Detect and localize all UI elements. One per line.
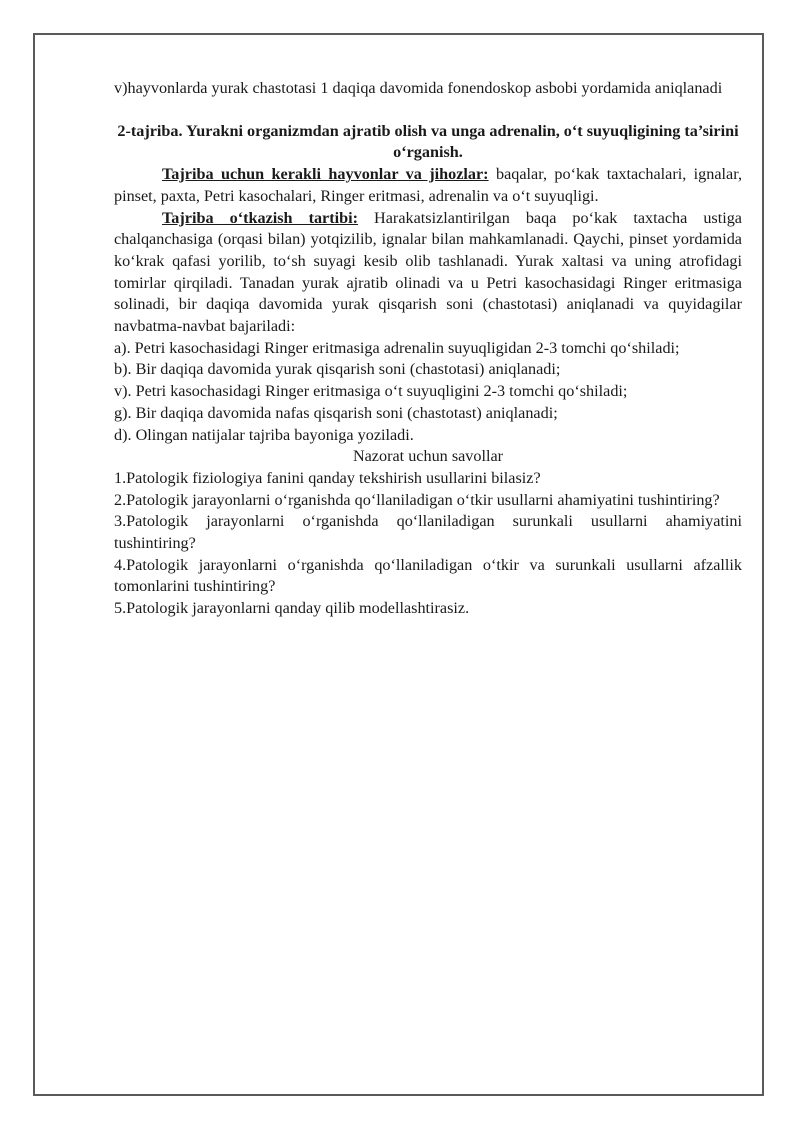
materials-text: baqalar, po‘kak taxtachalari, ignalar, pinset, paxta, Petri kasochalari, Ringer eritmasi, adrenalin va o‘t suyuqligi.	[114, 165, 742, 205]
question-3: 3.Patologik jarayonlarni o‘rganishda qo‘llaniladigan surunkali usullarni ahamiyatini tushintiring?	[114, 512, 742, 553]
question-4: 4.Patologik jarayonlarni o‘rganishda qo‘llaniladigan o‘tkir va surunkali usullarni afzallik tomonlarini tushintiring?	[114, 555, 742, 596]
step-v: v). Petri kasochasidagi Ringer eritmasiga o‘t suyuqligini 2-3 tomchi qo‘shiladi;	[114, 382, 628, 401]
step-b: b). Bir daqiqa davomida yurak qisqarish soni (chastotasi) aniqlanadi;	[114, 360, 561, 379]
procedure-text: Harakatsizlantirilgan baqa po‘kak taxtacha ustiga chalqanchasiga (orqasi bilan) yotqizilib, ignalar bilan mahkamlanadi. Qaychi, pinset yordamida ko‘krak qafasi yorilib, to‘sh suyagi kesib olib tashlanadi. Yurak xaltasi va uning atrofidagi tomirlar qirqiladi. Tanadan yurak ajratib olinadi va u Petri kasochasidagi Ringer eritmasiga solinadi, bir daqiqa davomida yurak qisqarish soni (chastotasi) aniqlanadi va quyidagilar navbatma-navbat bajariladi:	[114, 208, 742, 336]
materials-label: Tajriba uchun kerakli hayvonlar va jihozlar:	[162, 165, 489, 184]
questions-title: Nazorat uchun savollar	[352, 447, 504, 466]
question-2: 2.Patologik jarayonlarni o‘rganishda qo‘llaniladigan o‘tkir usullarni ahamiyatini tushintiring?	[114, 490, 720, 509]
experiment-title: 2-tajriba. Yurakni organizmdan ajratib olish va unga adrenalin, o‘t suyuqligining ta’sirini o‘rganish.	[117, 121, 739, 162]
intro-paragraph: v)hayvonlarda yurak chastotasi 1 daqiqa davomida fonendoskop asbobi yordamida aniqlanadi	[114, 79, 723, 97]
step-d: d). Olingan natijalar tajriba bayoniga yoziladi.	[114, 425, 414, 444]
materials-paragraph	[114, 164, 742, 207]
question-5: 5.Patologik jarayonlarni qanday qilib modellashtirasiz.	[114, 599, 470, 618]
question-1: 1.Patologik fiziologiya fanini qanday tekshirish usullarini bilasiz?	[114, 468, 541, 487]
procedure-label: Tajriba o‘tkazish tartibi:	[162, 208, 359, 227]
document-body	[114, 78, 742, 620]
step-g: g). Bir daqiqa davomida nafas qisqarish soni (chastotast) aniqlanadi;	[114, 403, 558, 422]
procedure-paragraph	[114, 208, 742, 338]
step-a: a). Petri kasochasidagi Ringer eritmasiga adrenalin suyuqligidan 2-3 tomchi qo‘shiladi;	[114, 338, 680, 357]
